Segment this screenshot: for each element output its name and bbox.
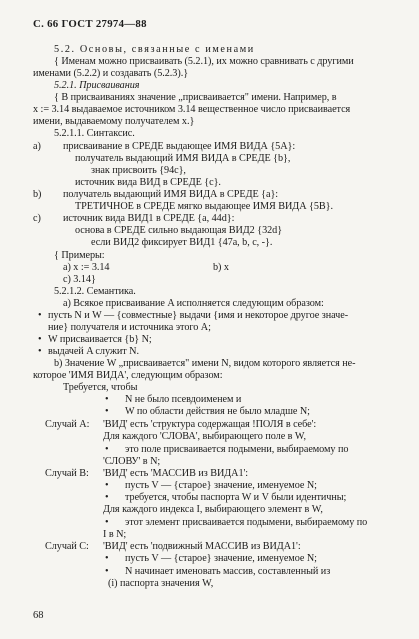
text-line: 'ВИД' есть 'подвижный МАССИВ из ВИДА1': xyxy=(103,541,301,552)
example-line: c) 3.14} xyxy=(63,274,96,285)
text-line: I в N; xyxy=(103,529,127,540)
text-line: b) Значение W „присваивается" имени N, видом которого является не- xyxy=(54,358,356,369)
bullet: • xyxy=(38,334,42,345)
text-line: пусть N и W — {совместные} выдачи {имя и некоторое другое значе- xyxy=(48,310,349,321)
bullet: • xyxy=(105,553,109,564)
text-line: Для каждого индекса I, выбирающего элемент в W, xyxy=(103,504,323,515)
text-line: это поле присваивается подымени, выбираемому по xyxy=(125,444,349,455)
text-line: { В присваиваниях значение „присваивается" имени. Например, в xyxy=(54,92,337,103)
text-line: 'СЛОВУ' в N; xyxy=(103,456,161,467)
text-line: 'ВИД' есть 'структура содержащая !ПОЛЯ в себе': xyxy=(103,419,317,430)
subsection-heading: 5.2.1. Присваивания xyxy=(54,80,140,91)
text-line: W присваивается {b} N; xyxy=(48,334,152,345)
text-line: требуется, чтобы паспорта W и V были идентичны; xyxy=(125,492,347,503)
syntax-rule: получатель выдающий ИМЯ ВИДА в СРЕДЕ {a}: xyxy=(63,189,279,200)
case-label: Случай B: xyxy=(45,468,89,479)
bullet: • xyxy=(105,406,109,417)
example-line: a) x := 3.14 xyxy=(63,262,110,273)
text-line: 5.2.1.1. Синтаксис. xyxy=(54,128,135,139)
text-line: (i) паспорта значения W, xyxy=(108,578,214,589)
syntax-rule: присваивание в СРЕДЕ выдающее ИМЯ ВИДА {5A}: xyxy=(63,141,296,152)
case-label: Случай C: xyxy=(45,541,89,552)
item-marker: b) xyxy=(33,189,42,200)
text-line: { Примеры: xyxy=(54,250,105,261)
text-line: имени, выдаваемому получателем x.} xyxy=(33,116,195,127)
section-heading: 5.2. Основы, связанные с именами xyxy=(54,44,255,55)
text-line: которое 'ИМЯ ВИДА', следующим образом: xyxy=(33,370,223,381)
text-line: x := 3.14 выдаваемое источником 3.14 вещественное число присваивается xyxy=(33,104,351,115)
syntax-rule: источник вида ВИД1 в СРЕДЕ {a, 44d}: xyxy=(63,213,235,224)
text-line: ние} получателя и источника этого A; xyxy=(48,322,211,333)
item-marker: c) xyxy=(33,213,41,224)
text-line: W по области действия не было младше N; xyxy=(125,406,310,417)
syntax-rule: основа в СРЕДЕ сильно выдающая ВИД2 {32d} xyxy=(75,225,283,236)
syntax-rule: получатель выдающий ИМЯ ВИДА в СРЕДЕ {b}, xyxy=(75,153,291,164)
text-line: пусть V — {старое} значение, именуемое N; xyxy=(125,553,317,564)
text-line: этот элемент присваивается подымени, выбираемому по xyxy=(125,517,368,528)
text-line: Для каждого 'СЛОВА', выбирающего поле в W, xyxy=(103,431,307,442)
bullet: • xyxy=(38,310,42,321)
syntax-rule: знак присвоить {94c}, xyxy=(91,165,186,176)
text-line: { Именам можно присваивать (5.2.1), их можно сравнивать с другими xyxy=(54,56,354,67)
bullet: • xyxy=(105,566,109,577)
item-marker: a) xyxy=(33,141,41,152)
bullet: • xyxy=(105,444,109,455)
page-number: 68 xyxy=(33,610,44,621)
bullet: • xyxy=(105,480,109,491)
bullet: • xyxy=(105,394,109,405)
text-line: пусть V — {старое} значение, именуемое N; xyxy=(125,480,317,491)
example-line: b) x xyxy=(213,262,229,273)
syntax-rule: если ВИД2 фиксирует ВИД1 {47a, b, c, -}. xyxy=(91,237,273,248)
text-line: 5.2.1.2. Семантика. xyxy=(54,286,136,297)
syntax-rule: источник вида ВИД в СРЕДЕ {c}. xyxy=(75,177,221,188)
text-line: выдачей A служит N. xyxy=(48,346,139,357)
bullet: • xyxy=(105,492,109,503)
text-line: 'ВИД' есть 'МАССИВ из ВИДА1': xyxy=(103,468,249,479)
bullet: • xyxy=(105,517,109,528)
text-line: a) Всякое присваивание A исполняется следующим образом: xyxy=(63,298,324,309)
text-line: N не было псевдоименем и xyxy=(125,394,242,405)
bullet: • xyxy=(38,346,42,357)
case-label: Случай A: xyxy=(45,419,90,430)
text-line: именами (5.2.2) и создавать (5.2.3).} xyxy=(33,68,189,79)
text-line: N начинает именовать массив, составленный из xyxy=(125,566,331,577)
running-header: С. 66 ГОСТ 27974—88 xyxy=(33,18,147,30)
syntax-rule: ТРЕТИЧНОЕ в СРЕДЕ мягко выдающее ИМЯ ВИДА {5B}. xyxy=(75,201,333,212)
text-line: Требуется, чтобы xyxy=(63,382,138,393)
